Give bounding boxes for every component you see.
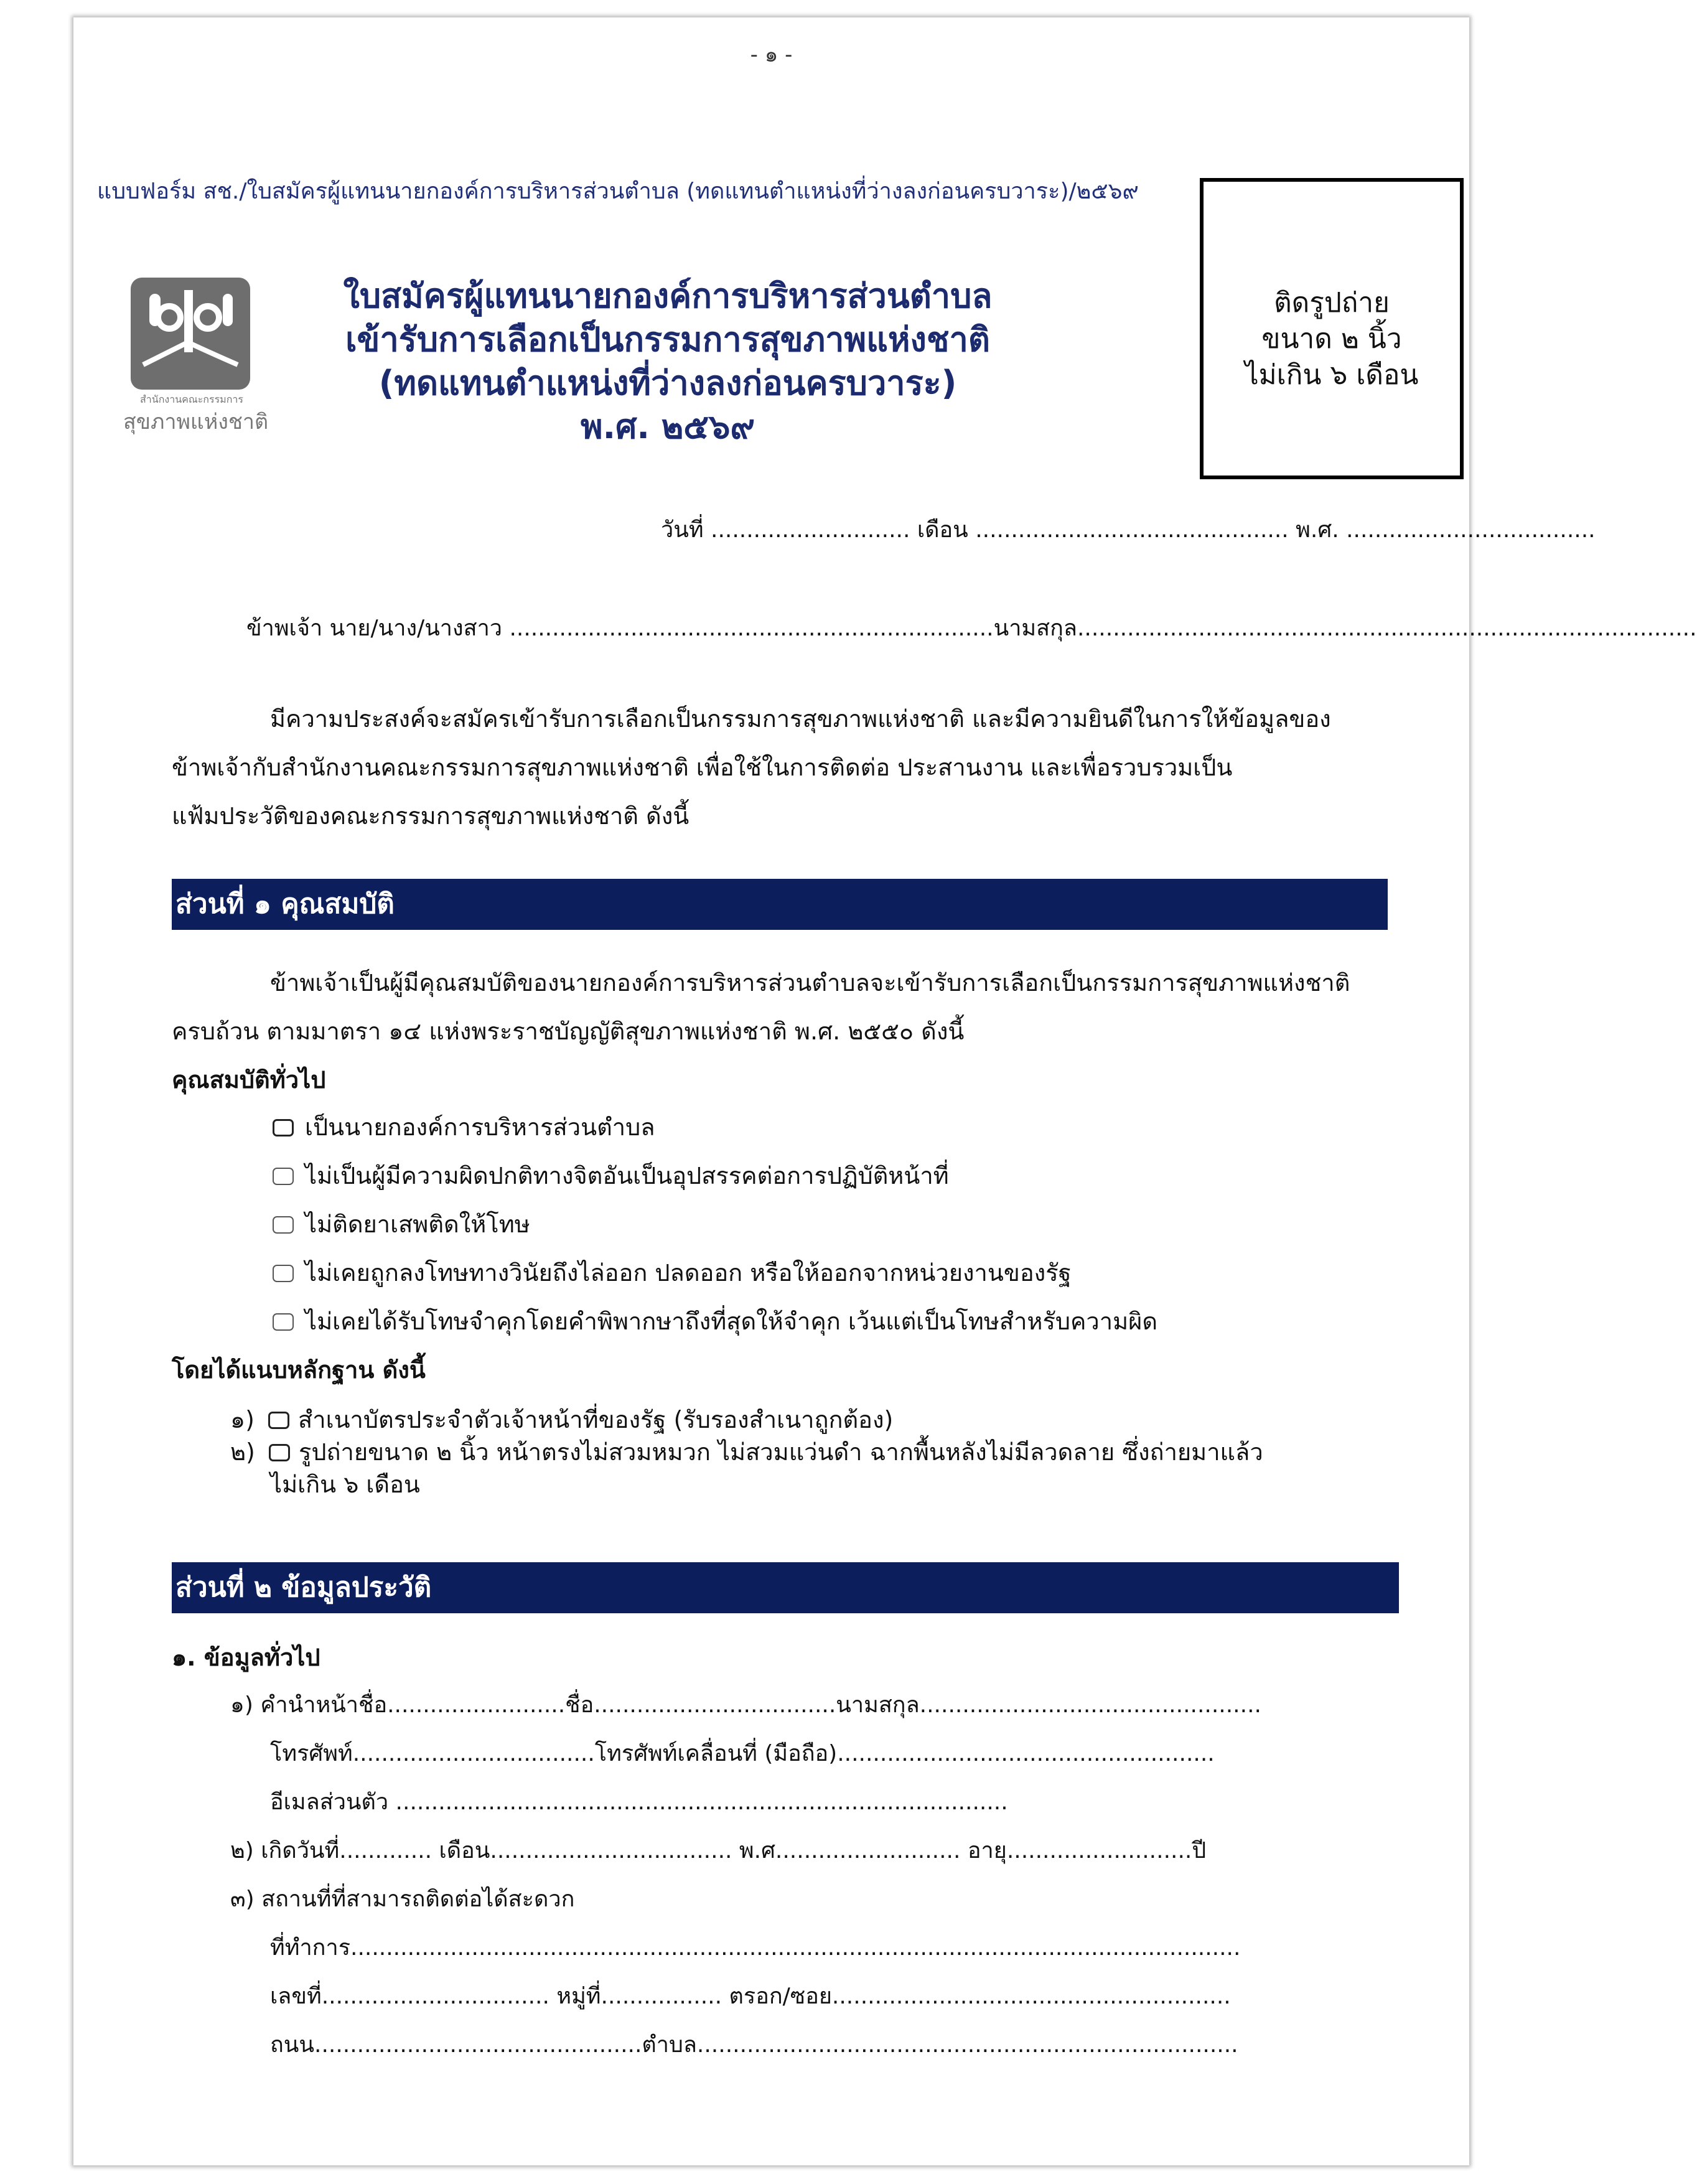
- photo-box-line-3: ไม่เกิน ๖ เดือน: [1245, 359, 1419, 391]
- logo-caption-small: สำนักงานคณะกรรมการ: [140, 393, 243, 405]
- qualification-checkbox-1[interactable]: [273, 1119, 294, 1137]
- qualification-label-3: ไม่ติดยาเสพติดให้โทษ: [305, 1211, 530, 1238]
- general-info-heading: ๑. ข้อมูลทั่วไป: [172, 1644, 320, 1671]
- road-subdistrict-line: ถนน..............................................ตำบล............................................................................: [270, 2032, 1238, 2058]
- qualification-label-2: ไม่เป็นผู้มีความผิดปกติทางจิตอันเป็นอุปสรรคต่อการปฏิบัติหน้าที่: [305, 1162, 949, 1189]
- applicant-name-line: ข้าพเจ้า นาย/นาง/นางสาว ....................................................................นามสกุล.......................................................................................: [246, 616, 1697, 641]
- qualification-item-3[interactable]: [273, 1205, 530, 1243]
- title-line-2: เข้ารับการเลือกเป็นกรรมการสุขภาพแห่งชาติ: [345, 320, 990, 359]
- evidence-checkbox-1[interactable]: [268, 1412, 289, 1429]
- qualification-checkbox-2[interactable]: [273, 1168, 294, 1185]
- date-line: วันที่ ............................ เดือน ............................................ พ.ศ. ...................................: [661, 517, 1596, 543]
- evidence-label-1: สำเนาบัตรประจำตัวเจ้าหน้าที่ของรัฐ (รับรองสำเนาถูกต้อง): [298, 1406, 894, 1433]
- section-1-para-line-2: ครบถ้วน ตามมาตรา ๑๔ แห่งพระราชบัญญัติสุขภาพแห่งชาติ พ.ศ. ๒๕๕๐ ดังนี้: [172, 1018, 965, 1045]
- page-number: - ๑ -: [750, 42, 793, 67]
- photo-box-line-1: ติดรูปถ่าย: [1274, 287, 1390, 319]
- qualification-label-4: ไม่เคยถูกลงโทษทางวินัยถึงไล่ออก ปลดออก หรือให้ออกจากหน่วยงานของรัฐ: [305, 1259, 1072, 1286]
- section-1-heading: ส่วนที่ ๑ คุณสมบัติ: [172, 879, 1388, 930]
- qualification-checkbox-3[interactable]: [273, 1216, 294, 1234]
- qualification-item-5[interactable]: [273, 1302, 1157, 1340]
- qualification-label-1: เป็นนายกองค์การบริหารส่วนตำบล: [305, 1113, 655, 1141]
- phone-fields-line: โทรศัพท์..................................โทรศัพท์เคลื่อนที่ (มือถือ).....................................................: [270, 1741, 1215, 1766]
- qualification-checkbox-4[interactable]: [273, 1265, 294, 1282]
- contact-place-heading: ๓) สถานที่ที่สามารถติดต่อได้สะดวก: [230, 1886, 575, 1912]
- evidence-number-1: ๑): [230, 1406, 255, 1433]
- intro-line-1: มีความประสงค์จะสมัครเข้ารับการเลือกเป็นกรรมการสุขภาพแห่งชาติ และมีความยินดีในการให้ข้อมูลของ: [270, 705, 1331, 733]
- form-reference: แบบฟอร์ม สช./ใบสมัครผู้แทนนายกองค์การบริหารส่วนตำบล (ทดแทนตำแหน่งที่ว่างลงก่อนครบวาระ)/๒๕๖๙: [97, 179, 1139, 204]
- photo-box-line-2: ขนาด ๒ นิ้ว: [1261, 323, 1402, 355]
- workplace-line: ที่ทำการ.............................................................................................................................: [270, 1935, 1241, 1961]
- evidence-label-2: รูปถ่ายขนาด ๒ นิ้ว หน้าตรงไม่สวมหมวก ไม่สวมแว่นดำ ฉากพื้นหลังไม่มีลวดลาย ซึ่งถ่ายมาแล้ว: [298, 1438, 1263, 1466]
- title-line-1: ใบสมัครผู้แทนนายกองค์การบริหารส่วนตำบล: [343, 276, 993, 316]
- section-2-heading: ส่วนที่ ๒ ข้อมูลประวัติ: [172, 1562, 1399, 1613]
- evidence-heading: โดยได้แนบหลักฐาน ดังนี้: [172, 1356, 426, 1384]
- address-number-line: เลขที่................................ หมู่ที่................. ตรอก/ซอย........................................................: [270, 1984, 1231, 2009]
- intro-line-3: แฟ้มประวัติของคณะกรรมการสุขภาพแห่งชาติ ดังนี้: [172, 802, 690, 830]
- qualification-label-5: ไม่เคยได้รับโทษจำคุกโดยคำพิพากษาถึงที่สุดให้จำคุก เว้นแต่เป็นโทษสำหรับความผิด: [305, 1308, 1158, 1335]
- general-qualifications-heading: คุณสมบัติทั่วไป: [172, 1066, 326, 1094]
- qualification-item-4[interactable]: [273, 1254, 1072, 1291]
- intro-line-2: ข้าพเจ้ากับสำนักงานคณะกรรมการสุขภาพแห่งชาติ เพื่อใช้ในการติดต่อ ประสานงาน และเพื่อรวบรวมเป็น: [172, 754, 1233, 781]
- qualification-item-2[interactable]: [273, 1156, 949, 1194]
- section-1-para-line-1: ข้าพเจ้าเป็นผู้มีคุณสมบัติของนายกองค์การบริหารส่วนตำบลจะเข้ารับการเลือกเป็นกรรมการสุขภาพแห่งชาติ: [270, 969, 1350, 996]
- title-line-4: พ.ศ. ๒๕๖๙: [581, 407, 755, 446]
- birth-date-line: ๒) เกิดวันที่............. เดือน.................................. พ.ศ.......................... อายุ..........................ปี: [230, 1838, 1207, 1863]
- evidence-checkbox-2[interactable]: [269, 1444, 290, 1461]
- logo-caption-large: สุขภาพแห่งชาติ: [123, 410, 269, 434]
- document-page: [73, 17, 1697, 2165]
- photo-box: [1200, 178, 1464, 479]
- qualification-item-1[interactable]: [273, 1108, 655, 1146]
- title-line-3: (ทดแทนตำแหน่งที่ว่างลงก่อนครบวาระ): [378, 363, 957, 403]
- evidence-number-2: ๒): [230, 1438, 255, 1466]
- name-fields-line: ๑) คำนำหน้าชื่อ.........................ชื่อ..................................นามสกุล................................................: [230, 1692, 1261, 1718]
- email-field-line: อีเมลส่วนตัว ......................................................................................: [270, 1789, 1008, 1815]
- qualification-checkbox-5[interactable]: [273, 1313, 294, 1331]
- evidence-item-2-continued: ไม่เกิน ๖ เดือน: [270, 1471, 420, 1498]
- nhco-logo-icon: [131, 278, 250, 390]
